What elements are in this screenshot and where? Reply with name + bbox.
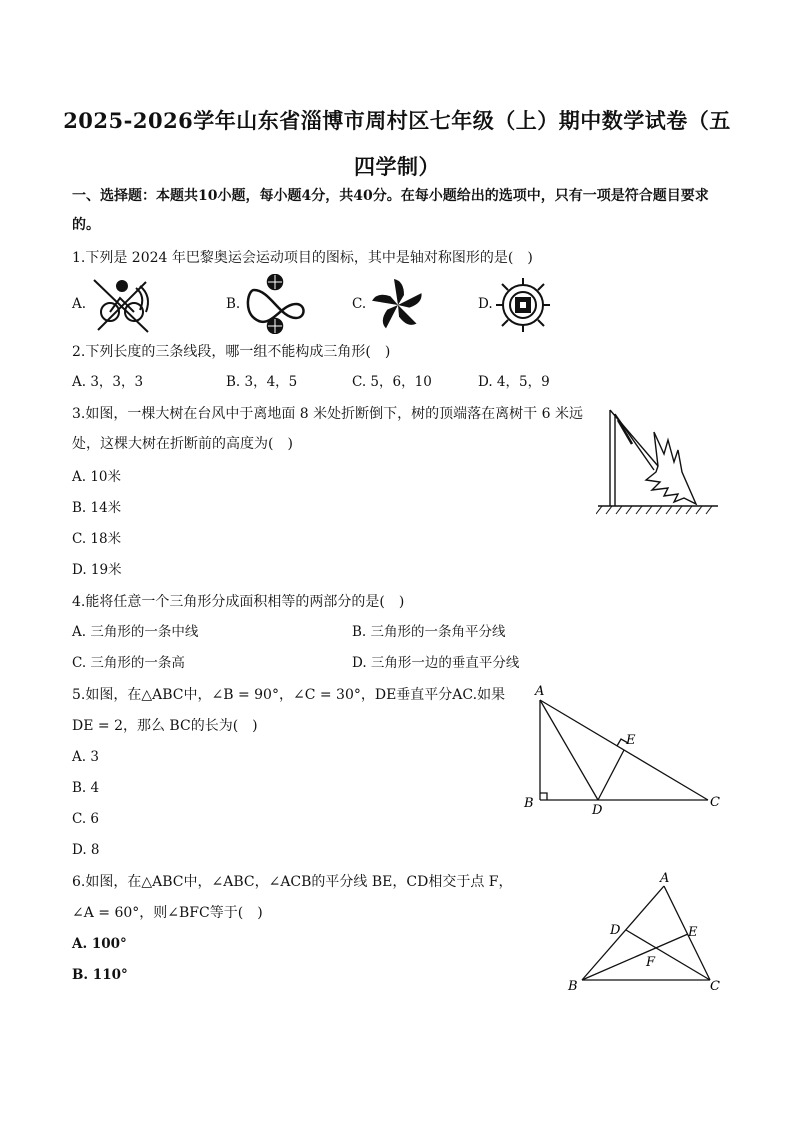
cycling-icon	[88, 274, 156, 336]
q5-label-a: A	[535, 684, 545, 699]
q1-stem: 1.下列是 2024 年巴黎奥运会运动项目的图标，其中是轴对称图形的是( )	[72, 250, 533, 266]
q4-option-a: A. 三角形的一条中线	[72, 624, 199, 640]
q4-option-c: C. 三角形的一条高	[72, 655, 185, 671]
q5-label-c: C	[710, 795, 720, 810]
q3-option-d: D. 19米	[72, 562, 122, 578]
q5-triangle-figure	[520, 680, 730, 820]
q5-label-d: D	[592, 803, 603, 818]
q1-option-c-label: C.	[352, 296, 367, 312]
q6-label-e: E	[688, 925, 698, 940]
q3-option-b: B. 14米	[72, 500, 122, 516]
q6-option-b: B. 110°	[72, 967, 128, 983]
q6-label-c: C	[710, 979, 720, 994]
q3-option-a: A. 10米	[72, 469, 122, 485]
q5-label-e: E	[626, 733, 636, 748]
section-header-line-1: 一、选择题：本题共10小题，每小题4分，共40分。在每小题给出的选项中，只有一项是符合题目要求	[72, 188, 709, 204]
q2-option-d: D. 4，5，9	[478, 374, 550, 390]
q3-stem-line-1: 3.如图，一棵大树在台风中于离地面 8 米处折断倒下，树的顶端落在离树干 6 米远	[72, 406, 583, 422]
q6-stem-line-1: 6.如图，在△ABC中，∠ABC，∠ACB的平分线 BE，CD相交于点 F，	[72, 874, 513, 890]
q5-option-a: A. 3	[72, 749, 99, 765]
q4-option-d: D. 三角形一边的垂直平分线	[352, 655, 520, 671]
q3-option-c: C. 18米	[72, 531, 122, 547]
q6-label-b: B	[568, 979, 578, 994]
q5-label-b: B	[524, 796, 534, 811]
basketball-icon	[244, 274, 306, 334]
q2-stem: 2.下列长度的三条线段，哪一组不能构成三角形( )	[72, 344, 391, 360]
q5-option-d: D. 8	[72, 842, 100, 858]
q2-option-b: B. 3，4，5	[226, 374, 298, 390]
pinwheel-icon	[368, 276, 428, 334]
title-line-2: 四学制）	[354, 154, 440, 179]
q5-stem-line-1: 5.如图，在△ABC中，∠B = 90°，∠C = 30°，DE垂直平分AC.如果	[72, 687, 506, 703]
q1-option-d-label: D.	[478, 296, 493, 312]
q4-option-b: B. 三角形的一条角平分线	[352, 624, 506, 640]
target-icon	[494, 276, 552, 334]
section-header-line-2: 的。	[72, 217, 100, 233]
q4-stem: 4.能将任意一个三角形分成面积相等的两部分的是( )	[72, 594, 405, 610]
q2-option-a: A. 3，3，3	[72, 374, 144, 390]
q6-stem-line-2: ∠A = 60°，则∠BFC等于( )	[72, 905, 263, 921]
q5-option-c: C. 6	[72, 811, 100, 827]
q6-triangle-figure	[560, 872, 730, 998]
q2-option-c: C. 5，6，10	[352, 374, 432, 390]
q1-option-a-label: A.	[72, 296, 87, 312]
q5-option-b: B. 4	[72, 780, 100, 796]
q6-label-f: F	[646, 955, 656, 970]
title-line-1: 2025-2026学年山东省淄博市周村区七年级（上）期中数学试卷（五	[63, 108, 731, 133]
broken-tree-figure	[596, 402, 722, 520]
q3-stem-line-2: 处，这棵大树在折断前的高度为( )	[72, 436, 293, 452]
q6-label-a: A	[660, 872, 670, 886]
q1-option-b-label: B.	[226, 296, 241, 312]
q6-label-d: D	[610, 923, 621, 938]
q5-stem-line-2: DE = 2，那么 BC的长为( )	[72, 718, 258, 734]
page-title	[60, 98, 734, 190]
q6-option-a: A. 100°	[72, 936, 127, 952]
